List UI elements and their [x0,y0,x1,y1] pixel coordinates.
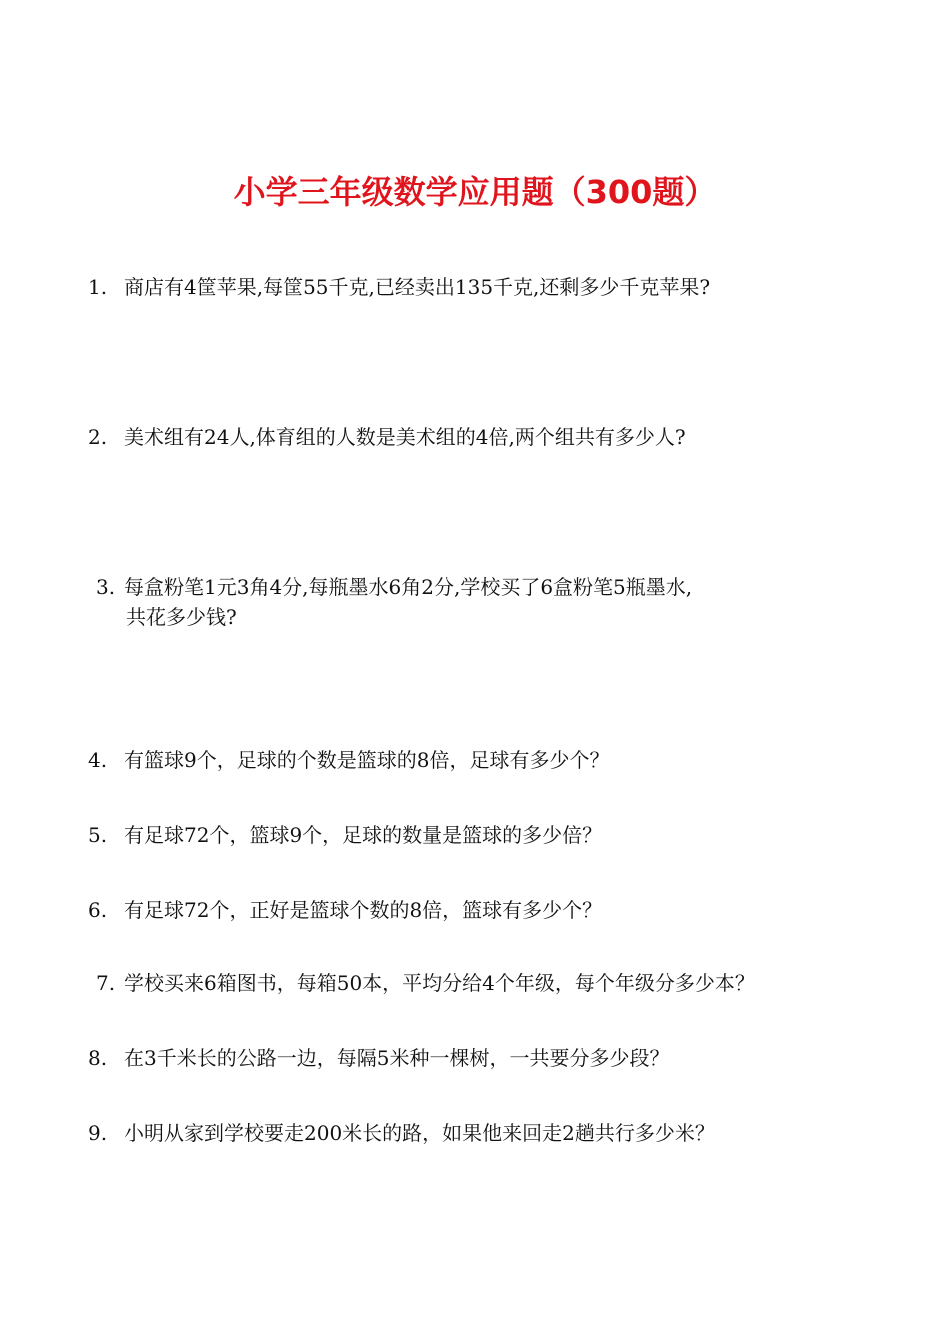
question-text: 每盒粉笔1元3角4分,每瓶墨水6角2分,学校买了6盒粉笔5瓶墨水, [124,575,693,599]
question-number: 5. [88,823,108,847]
question-number: 2. [88,425,108,449]
question-text: 有足球72个，篮球9个，足球的数量是篮球的多少倍？ [124,823,603,847]
question-number: 3. [96,575,116,599]
question-number: 8. [88,1046,108,1070]
question-item [96,968,755,998]
question-item [88,895,602,925]
question-number: 6. [88,898,108,922]
question-number: 9. [88,1121,108,1145]
question-item [88,422,686,452]
question-text: 商店有4筐苹果,每筐55千克,已经卖出135千克,还剩多少千克苹果? [124,275,711,299]
question-number: 4. [88,748,108,772]
question-text: 有篮球9个，足球的个数是篮球的8倍，足球有多少个？ [124,748,610,772]
question-text: 小明从家到学校要走200米长的路，如果他来回走2趟共行多少米？ [124,1121,715,1145]
question-item [88,272,710,302]
question-item [96,572,692,632]
question-text: 学校买来6箱图书，每箱50本，平均分给4个年级，每个年级分多少本？ [124,971,755,995]
question-number: 1. [88,275,108,299]
question-item [88,1118,715,1148]
question-item [88,745,609,775]
question-text: 有足球72个，正好是篮球个数的8倍，篮球有多少个？ [124,898,603,922]
question-text: 美术组有24人,体育组的人数是美术组的4倍,两个组共有多少人? [124,425,686,449]
question-item [88,1043,669,1073]
question-item [88,820,602,850]
question-number: 7. [96,971,116,995]
question-text-continuation: 共花多少钱? [126,605,237,629]
question-text: 在3千米长的公路一边，每隔5米种一棵树，一共要分多少段？ [124,1046,670,1070]
document-title: 小学三年级数学应用题（300题） [233,173,717,211]
